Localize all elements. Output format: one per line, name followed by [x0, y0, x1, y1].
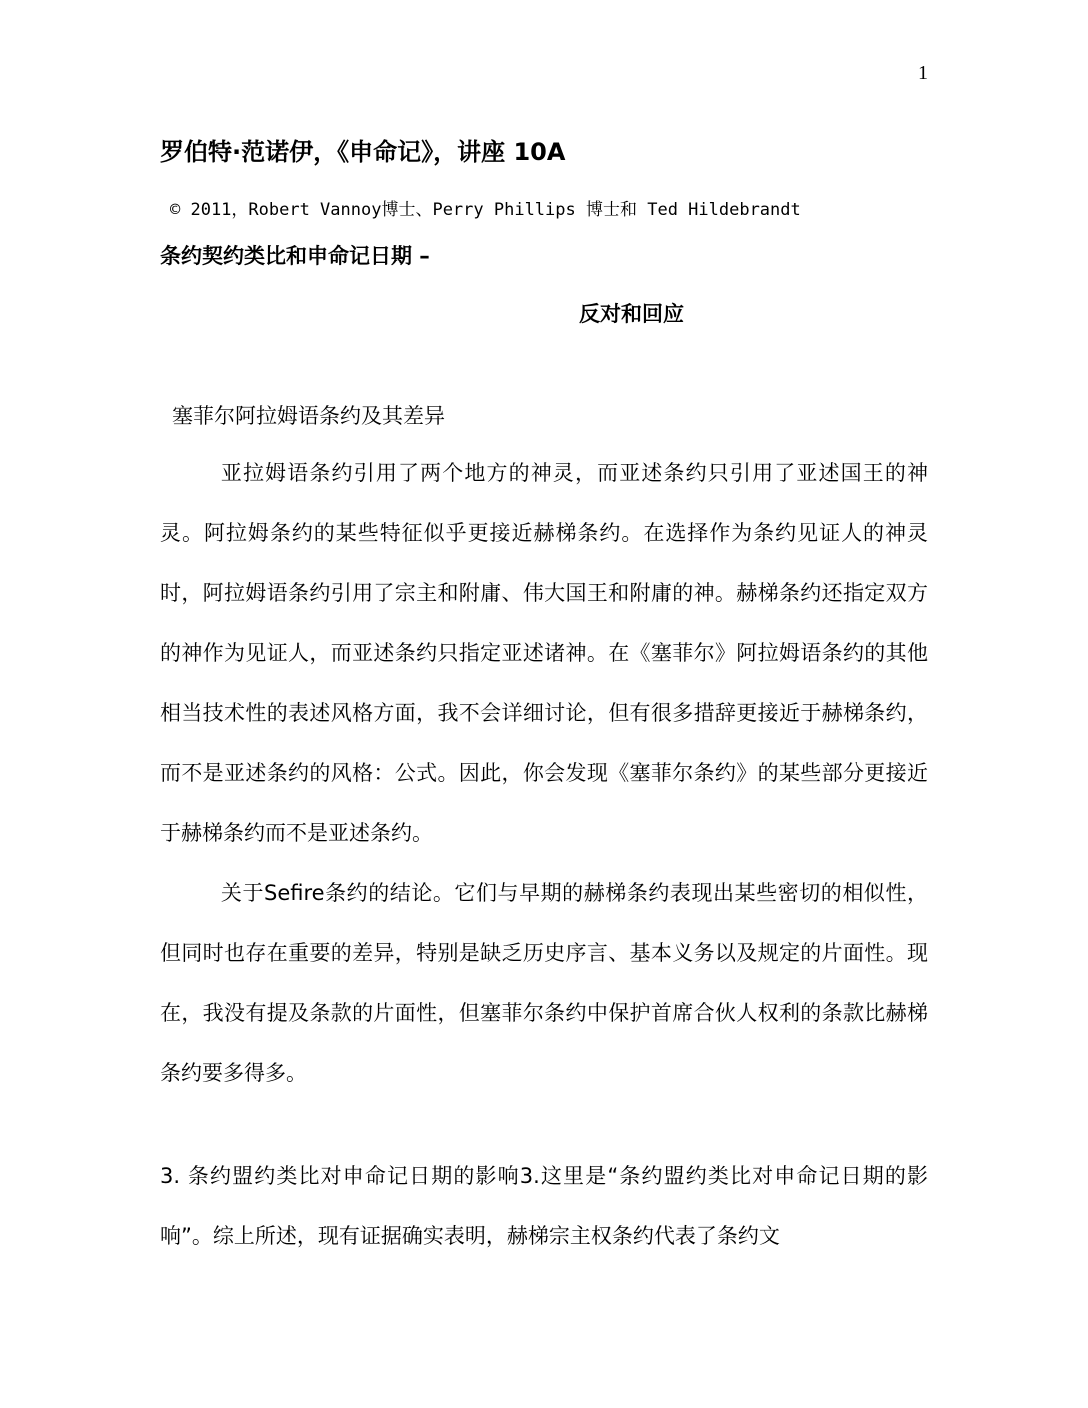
body-paragraph-2: 关于Sefire条约的结论。它们与早期的赫梯条约表现出某些密切的相似性，但同时也存在重要的差异，特别是缺乏历史序言、基本义务以及规定的片面性。现在，我没有提及条款的片面性，但塞菲尔条约中保护首席合伙人权利的条款比赫梯条约要多得多。	[160, 881, 928, 1085]
lecture-title: 罗伯特·范诺伊，《申命记》，讲座 10A	[160, 138, 566, 166]
page-number: 1	[918, 62, 928, 84]
section-heading: 塞菲尔阿拉姆语条约及其差异	[172, 404, 445, 428]
copyright-line: © 2011，Robert Vannoy博士、Perry Phillips 博士和 Ted Hildebrandt	[170, 200, 801, 220]
body-paragraph-1: 亚拉姆语条约引用了两个地方的神灵，而亚述条约只引用了亚述国王的神灵。阿拉姆条约的某些特征似乎更接近赫梯条约。在选择作为条约见证人的神灵时，阿拉姆语条约引用了宗主和附庸、伟大国王和附庸的神。赫梯条约还指定双方的神作为见证人，而亚述条约只指定亚述诸神。在《塞菲尔》阿拉姆语条约的其他相当技术性的表述风格方面，我不会详细讨论，但有很多措辞更接近于赫梯条约，而不是亚述条约的风格：公式。因此，你会发现《塞菲尔条约》的某些部分更接近于赫梯条约而不是亚述条约。	[160, 461, 928, 845]
body-paragraph-3: 3. 条约盟约类比对申命记日期的影响3.这里是“条约盟约类比对申命记日期的影响”。综上所述，现有证据确实表明，赫梯宗主权条约代表了条约文	[160, 1164, 928, 1248]
document-subheading: 反对和回应	[579, 302, 684, 326]
document-heading: 条约契约类比和申命记日期 –	[160, 244, 430, 268]
